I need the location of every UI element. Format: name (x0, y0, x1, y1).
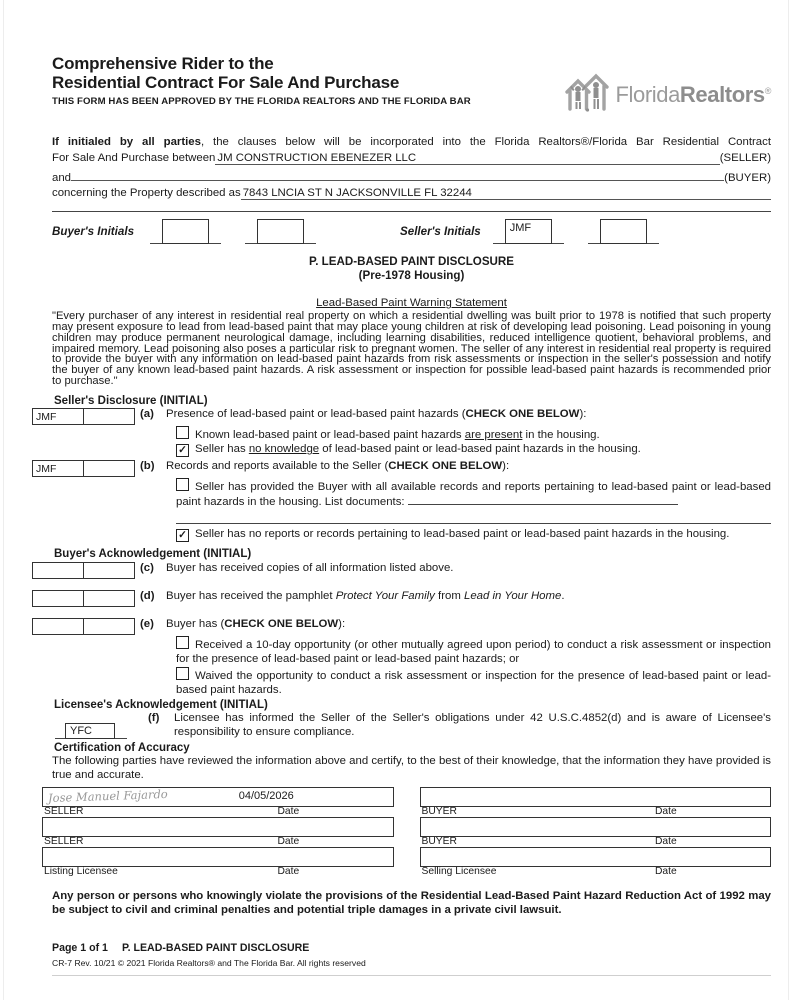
selling-licensee-date-label: Date (655, 866, 677, 878)
clause-e-initial-pair (32, 618, 135, 635)
clause-e-text (166, 618, 771, 635)
clause-a-option2 (176, 443, 771, 457)
underline-segment (209, 241, 221, 244)
underline-segment (115, 736, 127, 739)
clause-f-initial-box[interactable]: YFC (65, 723, 115, 739)
warning-body: "Every purchaser of any interest in residential real property on which a residential dwelling was built prior to 1978 is notified that such property may present exposure to lead from lead-based paint that may place young children at risk of developing lead poisoning. Lead poisoning in young children may produce permanent neurological damage, including learning disabilities, reduced intelligence quotient, behavioral problems, and impaired memory. Lead poisoning also poses a particular risk to pregnant women. The seller of any interest in residential real property is required to provide the buyer with any information on lead-based paint hazards from risk assessments or inspection in the seller's possession and notify the buyer of any known lead-based paint hazards. A risk assessment or inspection for possible lead-based paint hazards is recommended prior to purchase." (52, 310, 771, 387)
intro-line1 (52, 135, 771, 151)
page-content (36, 54, 771, 976)
buyer-initial-box1[interactable] (162, 219, 209, 244)
seller-initial-box1[interactable]: JMF (505, 219, 552, 244)
underline-segment (588, 241, 600, 244)
sellers-initials-label: Seller's Initials (400, 224, 481, 238)
buyer1-label: BUYER (421, 806, 457, 818)
form-approval-line: THIS FORM HAS BEEN APPROVED BY THE FLORIDA REALTORS AND THE FLORIDA BAR (52, 96, 471, 107)
intro-line4-prefix: concerning the Property described as (52, 187, 241, 200)
footer-page-info: Page 1 of 1 (52, 941, 108, 954)
buyer2-label: BUYER (421, 836, 457, 848)
footer-revision-line: CR-7 Rev. 10/21 © 2021 Florida Realtors® and The Florida Bar. All rights reserved (52, 958, 771, 976)
form-title-line2: Residential Contract For Sale And Purchase (52, 73, 400, 92)
seller-initial-box2[interactable] (600, 219, 647, 244)
listing-licensee-date-label: Date (277, 866, 300, 878)
warning-heading: Lead-Based Paint Warning Statement (316, 297, 507, 310)
clause-a-option1-pre: Known lead-based paint or lead-based paint hazards (195, 428, 465, 441)
selling-licensee-signature-box[interactable] (420, 847, 772, 867)
clause-e-option1 (176, 636, 771, 666)
florida-realtors-logo (564, 70, 771, 119)
clause-d-text (166, 590, 771, 607)
clause-a-initial-right[interactable] (83, 409, 134, 424)
clause-d-text-post: . (561, 590, 565, 603)
clause-e-letter: (e) (140, 618, 154, 631)
clause-e-text-post: ): (338, 618, 346, 631)
checkbox-records-provided[interactable] (176, 478, 189, 491)
clause-d-pamphlet-title1: Protect Your Family (335, 590, 435, 603)
clause-a-row (32, 408, 771, 425)
clause-f-row (52, 712, 771, 739)
listing-licensee-signature-box[interactable] (42, 847, 394, 867)
seller2-label: SELLER (44, 836, 84, 848)
footer-doc-code: P. LEAD-BASED PAINT DISCLOSURE (121, 941, 310, 954)
seller-initial-box1-group (493, 219, 564, 244)
buyer-initial-box2[interactable] (257, 219, 304, 244)
seller-initial-box2-group (588, 219, 659, 244)
clause-a-option2-post: of lead-based paint or lead-based paint hazards in the housing. (319, 443, 641, 456)
underline-segment (552, 241, 564, 244)
seller1-date-label: Date (277, 806, 300, 818)
seller1-date-value: 04/05/2026 (238, 790, 294, 803)
seller1-signature-box[interactable] (42, 787, 394, 807)
seller1-label: SELLER (44, 806, 84, 818)
clause-f-initial-group (55, 712, 143, 739)
clause-b-letter: (b) (140, 460, 155, 473)
buyer2-date-label: Date (655, 836, 677, 848)
logo-word-realtors: Realtors (679, 81, 765, 107)
page-edge-left (3, 0, 4, 1000)
page-footer (52, 942, 771, 976)
intro-paragraph (52, 135, 771, 202)
clause-b-text-post: ): (502, 460, 510, 473)
list-documents-field[interactable] (408, 495, 678, 505)
clause-d-initial-left[interactable] (33, 591, 83, 606)
form-header (52, 54, 771, 119)
seller2-signature-cell (42, 817, 394, 847)
certification-heading: Certification of Accuracy (54, 742, 190, 755)
clause-e-text-bold: CHECK ONE BELOW (224, 618, 339, 631)
clause-c-initial-right[interactable] (83, 563, 134, 578)
buyer-initial-box2-group (245, 219, 316, 244)
clause-c-text: Buyer has received copies of all information listed above. (166, 562, 454, 575)
buyer2-signature-box[interactable] (420, 817, 772, 837)
clause-d-text-pre: Buyer has received the pamphlet (166, 590, 336, 603)
clause-e-option1-text: Received a 10-day opportunity (or other mutually agreed upon period) to conduct a risk assessment or inspection for the presence of lead-based paint or lead-based paint hazards; or (176, 639, 771, 665)
clause-b-option1-text: Seller has provided the Buyer with all available records and reports pertaining to lead-based paint or lead-based paint hazards in the housing. List documents: (176, 481, 771, 508)
intro-line1-bold: If initialed by all parties (52, 136, 201, 148)
underline-segment (647, 241, 659, 244)
buyer-initial-box1-group (150, 219, 221, 244)
clause-f-letter: (f) (148, 712, 160, 725)
clause-d-initial-pair (32, 590, 135, 607)
clause-b-option2-text: Seller has no reports or records pertaining to lead-based paint or lead-based paint hazards in the housing. (195, 528, 730, 541)
selling-licensee-signature-cell (420, 847, 772, 877)
clause-a-option2-underlined: no knowledge (248, 443, 320, 456)
section-title-line1: P. LEAD-BASED PAINT DISCLOSURE (308, 255, 515, 269)
clause-d-row (32, 590, 771, 607)
clause-f-text: Licensee has informed the Seller of the Seller's obligations under 42 U.S.C.4852(d) and is aware of Licensee's responsibility to ensure compliance. (174, 712, 771, 738)
certification-body: The following parties have reviewed the information above and certify, to the best of their knowledge, that the information they have provided is true and accurate. (52, 755, 771, 781)
buyer-tag: (BUYER) (724, 171, 771, 184)
buyers-initials-label: Buyer's Initials (52, 224, 135, 238)
seller2-date-label: Date (277, 836, 300, 848)
initials-row (52, 215, 771, 247)
clause-b-text (166, 460, 771, 477)
clause-b-row (32, 460, 771, 477)
selling-licensee-label: Selling Licensee (421, 866, 497, 878)
clause-e-option2-text: Waived the opportunity to conduct a risk assessment or inspection for the presence of lead-based paint or lead-based paint hazards. (176, 670, 771, 696)
signature-grid (42, 787, 771, 877)
clause-e-option2 (176, 667, 771, 697)
intro-line2 (52, 151, 771, 167)
clause-b-initial-left[interactable]: JMF (36, 463, 57, 476)
intro-line3-prefix: and (52, 171, 72, 184)
underline-segment (245, 241, 257, 244)
underline-segment (55, 736, 65, 739)
clause-a-text-pre: Presence of lead-based paint or lead-based paint hazards ( (166, 407, 466, 420)
clause-b-initial-pair (32, 460, 135, 477)
clause-a-option1 (176, 426, 771, 443)
buyer1-signature-box[interactable] (420, 787, 772, 807)
seller2-signature-box[interactable] (42, 817, 394, 837)
buyer-name-field[interactable] (71, 167, 724, 181)
houses-family-icon (564, 70, 610, 119)
clause-c-initial-left[interactable] (33, 563, 83, 578)
clause-a-text-post: ): (579, 407, 587, 420)
clause-a-text-bold: CHECK ONE BELOW (465, 407, 580, 420)
property-address-field[interactable]: 7843 LNCIA ST N JACKSONVILLE FL 32244 (241, 186, 771, 200)
clause-a-option1-post: in the housing. (522, 428, 600, 441)
clause-e-text-pre: Buyer has ( (166, 618, 225, 631)
clause-a-text (166, 408, 771, 425)
sellers-disclosure-heading: Seller's Disclosure (INITIAL) (54, 394, 208, 407)
clause-d-text-mid: from (434, 590, 465, 603)
logo-word-florida: Florida (615, 81, 680, 107)
clause-d-letter: (d) (140, 590, 155, 603)
clause-a-initial-pair (32, 408, 135, 425)
intro-line3 (52, 167, 771, 187)
buyer1-date-label: Date (655, 806, 677, 818)
registered-trademark-icon: ® (764, 85, 771, 96)
checkbox-known-present[interactable] (176, 426, 189, 439)
underline-segment (304, 241, 316, 244)
seller1-signature: Jose Manuel Fajardo (47, 787, 168, 806)
buyer1-signature-cell (420, 787, 772, 817)
clause-a-initial-left[interactable]: JMF (36, 410, 57, 423)
clause-d-pamphlet-title2: Lead in Your Home (464, 590, 562, 603)
clause-e-initial-right[interactable] (83, 619, 134, 634)
clause-b-text-pre: Records and reports available to the Seller ( (166, 460, 389, 473)
checkbox-no-knowledge[interactable]: ✓ (176, 444, 189, 457)
clause-b-text-bold: CHECK ONE BELOW (388, 460, 503, 473)
form-title-block (52, 54, 471, 107)
intro-line4 (52, 186, 771, 202)
checkbox-no-reports[interactable]: ✓ (176, 529, 189, 542)
section-divider (52, 211, 771, 212)
clause-d-initial-right[interactable] (83, 591, 134, 606)
clause-b-option2 (176, 528, 771, 542)
clause-b-initial-right[interactable] (83, 461, 134, 476)
licensees-acknowledgement-heading: Licensee's Acknowledgement (INITIAL) (54, 699, 268, 712)
seller1-signature-cell (42, 787, 394, 817)
listing-licensee-label: Listing Licensee (44, 866, 118, 878)
clause-e-row (32, 618, 771, 635)
clause-a-option1-underlined: are present (464, 428, 523, 441)
buyers-acknowledgement-heading: Buyer's Acknowledgement (INITIAL) (54, 548, 252, 561)
checkbox-received-10day[interactable] (176, 636, 189, 649)
clause-c-letter: (c) (140, 562, 154, 575)
buyer2-signature-cell (420, 817, 772, 847)
clause-a-option2-pre: Seller has (195, 443, 249, 456)
legal-notice: Any person or persons who knowingly violate the provisions of the Residential Lead-Based Paint Hazard Reduction Act of 1992 may be subject to civil and criminal penalties and potential triple damages in a private civil lawsuit. (52, 890, 771, 917)
section-title-line2: (Pre-1978 Housing) (358, 269, 465, 283)
page-edge-right (788, 0, 789, 1000)
list-documents-field-line2[interactable] (176, 509, 771, 524)
form-title-line1: Comprehensive Rider to the (52, 54, 274, 73)
listing-licensee-signature-cell (42, 847, 394, 877)
underline-segment (150, 241, 162, 244)
intro-line1-rest: , the clauses below will be incorporated into the Florida Realtors®/Florida Bar Residential Contract (200, 136, 771, 148)
underline-segment (493, 241, 505, 244)
clause-b-option1 (176, 478, 771, 509)
intro-line2-prefix: For Sale And Purchase between (52, 151, 216, 164)
clause-c-row (32, 562, 771, 579)
seller-tag: (SELLER) (719, 151, 771, 164)
clause-e-initial-left[interactable] (33, 619, 83, 634)
clause-a-letter: (a) (140, 407, 154, 420)
seller-name-field[interactable]: JM CONSTRUCTION EBENEZER LLC (215, 151, 719, 165)
checkbox-waived-opportunity[interactable] (176, 667, 189, 680)
clause-c-initial-pair (32, 562, 135, 579)
logo-wordmark (615, 82, 771, 108)
section-title (52, 255, 771, 283)
